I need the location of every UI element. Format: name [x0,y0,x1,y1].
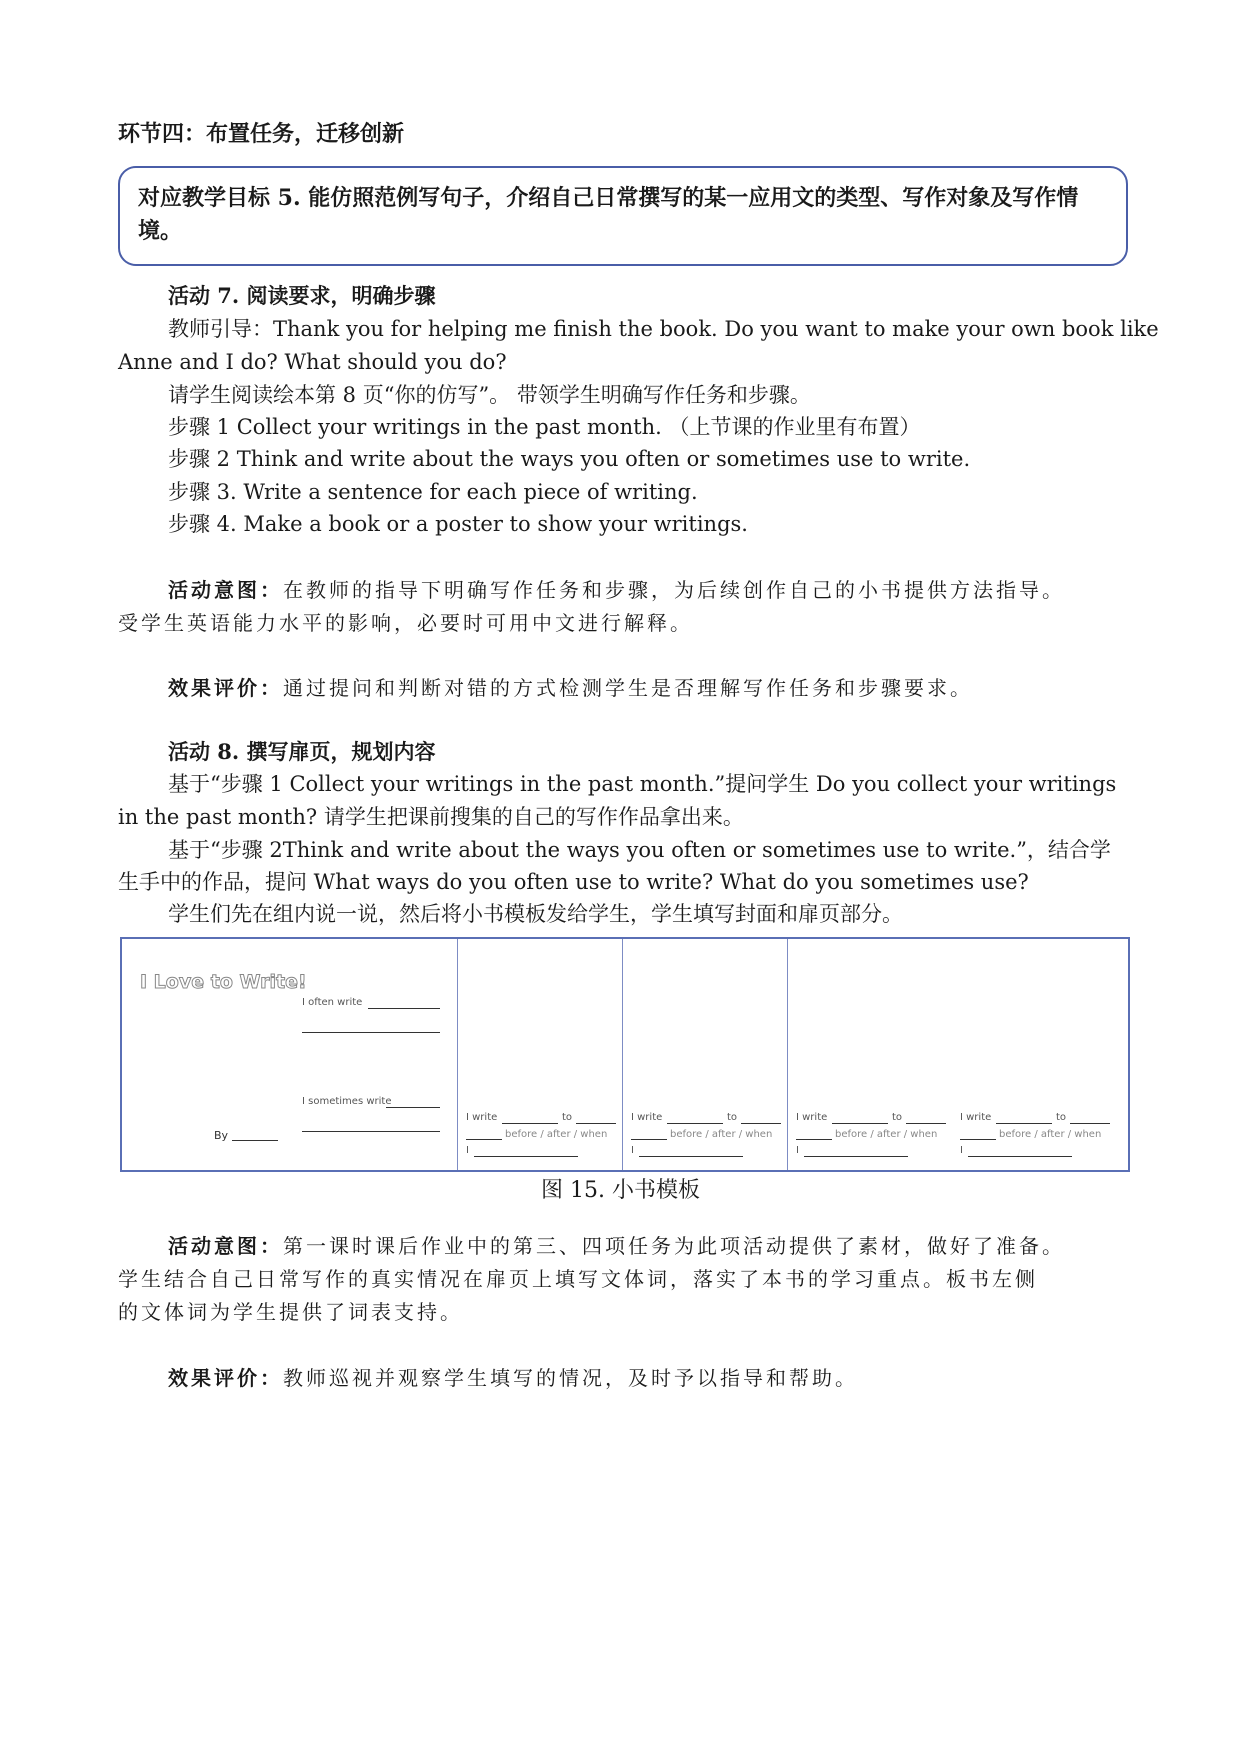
sometimes-line-1 [386,1107,440,1108]
i-label: I [960,1145,963,1156]
to-label: to [1056,1112,1067,1123]
activity8-title: 活动 8. 撰写扉页，规划内容 [168,739,436,764]
activity7-line3: 请学生阅读绘本第 8 页“你的仿写”。 带领学生明确写作任务和步骤。 [168,383,811,407]
sometimes-line-2 [302,1131,440,1132]
write-line [996,1123,1052,1124]
i-write-label: I write [796,1112,828,1123]
activity8-line1: 基于“步骤 1 Collect your writings in the past month.”提问学生 Do you collect your writings [168,772,1117,796]
to-line [1070,1123,1110,1124]
activity7-intent-line1: 在教师的指导下明确写作任务和步骤，为后续创作自己的小书提供方法指导。 [283,578,1065,602]
often-label: I often write [302,997,363,1008]
activity7-step1: 步骤 1 Collect your writings in the past month. （上节课的作业里有布置） [168,415,921,439]
write-line [832,1123,888,1124]
time-line [796,1139,832,1140]
cover-by-label: By [214,1129,229,1142]
activity7-step2: 步骤 2 Think and write about the ways you often or sometimes use to write. [168,447,971,471]
i-label: I [466,1145,469,1156]
activity7-intent-line2: 受学生英语能力水平的影响，必要时可用中文进行解释。 [118,611,693,635]
sentence-line [474,1156,578,1157]
sentence-line [968,1156,1072,1157]
page-panel-4 [952,939,1122,1170]
to-label: to [727,1112,738,1123]
often-line-2 [302,1032,440,1033]
before-after-when: before / after / when [835,1129,938,1140]
i-write-label: I write [960,1112,992,1123]
activity8-intent-line2: 学生结合自己日常写作的真实情况在扉页上填写文体词，落实了本书的学习重点。板书左侧 [118,1267,1038,1291]
i-label: I [631,1145,634,1156]
objective-text: 对应教学目标 5. 能仿照范例写句子，介绍自己日常撰写的某一应用文的类型、写作对象及写作情境。 [138,185,1079,244]
to-label: to [892,1112,903,1123]
to-label: to [562,1112,573,1123]
activity7-step4: 步骤 4. Make a book or a poster to show your writings. [168,512,748,536]
to-line [576,1123,616,1124]
booklet-template-figure [120,937,1130,1172]
activity7-eval-label: 效果评价： [168,676,283,700]
activity8-line2: in the past month? 请学生把课前搜集的自己的写作作品拿出来。 [118,805,744,829]
activity8-eval-text: 教师巡视并观察学生填写的情况，及时予以指导和帮助。 [283,1366,858,1390]
activity7-intent [168,573,1065,607]
i-label: I [796,1145,799,1156]
activity7-eval-text: 通过提问和判断对错的方式检测学生是否理解写作任务和步骤要求。 [283,676,973,700]
to-line [741,1123,781,1124]
sentence-line [804,1156,908,1157]
cover-by-line [232,1140,278,1141]
activity8-intent-line1: 第一课时课后作业中的第三、四项任务为此项活动提供了素材，做好了准备。 [283,1234,1065,1258]
activity8-line4: 生手中的作品，提问 What ways do you often use to write? What do you sometimes use? [118,870,1029,894]
page-panel-3 [787,939,953,1170]
page-panel-2 [622,939,788,1170]
activity7-intent-label: 活动意图： [168,578,283,602]
objective-box [118,166,1128,266]
often-line-1 [368,1008,440,1009]
i-write-label: I write [466,1112,498,1123]
activity7-line2: Anne and I do? What should you do? [118,350,507,374]
before-after-when: before / after / when [999,1129,1102,1140]
page-panel-1 [457,939,623,1170]
activity8-intent-line3: 的文体词为学生提供了词表支持。 [118,1300,463,1324]
activity7-line1: 教师引导：Thank you for helping me finish the book. Do you want to make your own book like [168,317,1159,341]
activity7-title: 活动 7. 阅读要求，明确步骤 [168,283,436,308]
sometimes-label: I sometimes write [302,1096,392,1107]
sentence-line [639,1156,743,1157]
activity7-eval [168,671,973,705]
before-after-when: before / after / when [670,1129,773,1140]
time-line [466,1139,502,1140]
section-title: 环节四：布置任务，迁移创新 [118,121,405,147]
activity7-step3: 步骤 3. Write a sentence for each piece of writing. [168,480,698,504]
activity8-intent-label: 活动意图： [168,1234,283,1258]
activity8-intent [168,1229,1065,1263]
before-after-when: before / after / when [505,1129,608,1140]
write-line [502,1123,558,1124]
to-line [906,1123,946,1124]
activity8-eval [168,1361,858,1395]
activity8-eval-label: 效果评价： [168,1366,283,1390]
write-line [667,1123,723,1124]
i-write-label: I write [631,1112,663,1123]
activity8-line3: 基于“步骤 2Think and write about the ways you often or sometimes use to write.”，结合学 [168,838,1111,862]
activity8-line5: 学生们先在组内说一说，然后将小书模板发给学生，学生填写封面和扉页部分。 [168,902,903,926]
cover-title: I Love to Write! [140,971,307,993]
figure-caption: 图 15. 小书模板 [541,1178,700,1203]
time-line [631,1139,667,1140]
time-line [960,1139,996,1140]
